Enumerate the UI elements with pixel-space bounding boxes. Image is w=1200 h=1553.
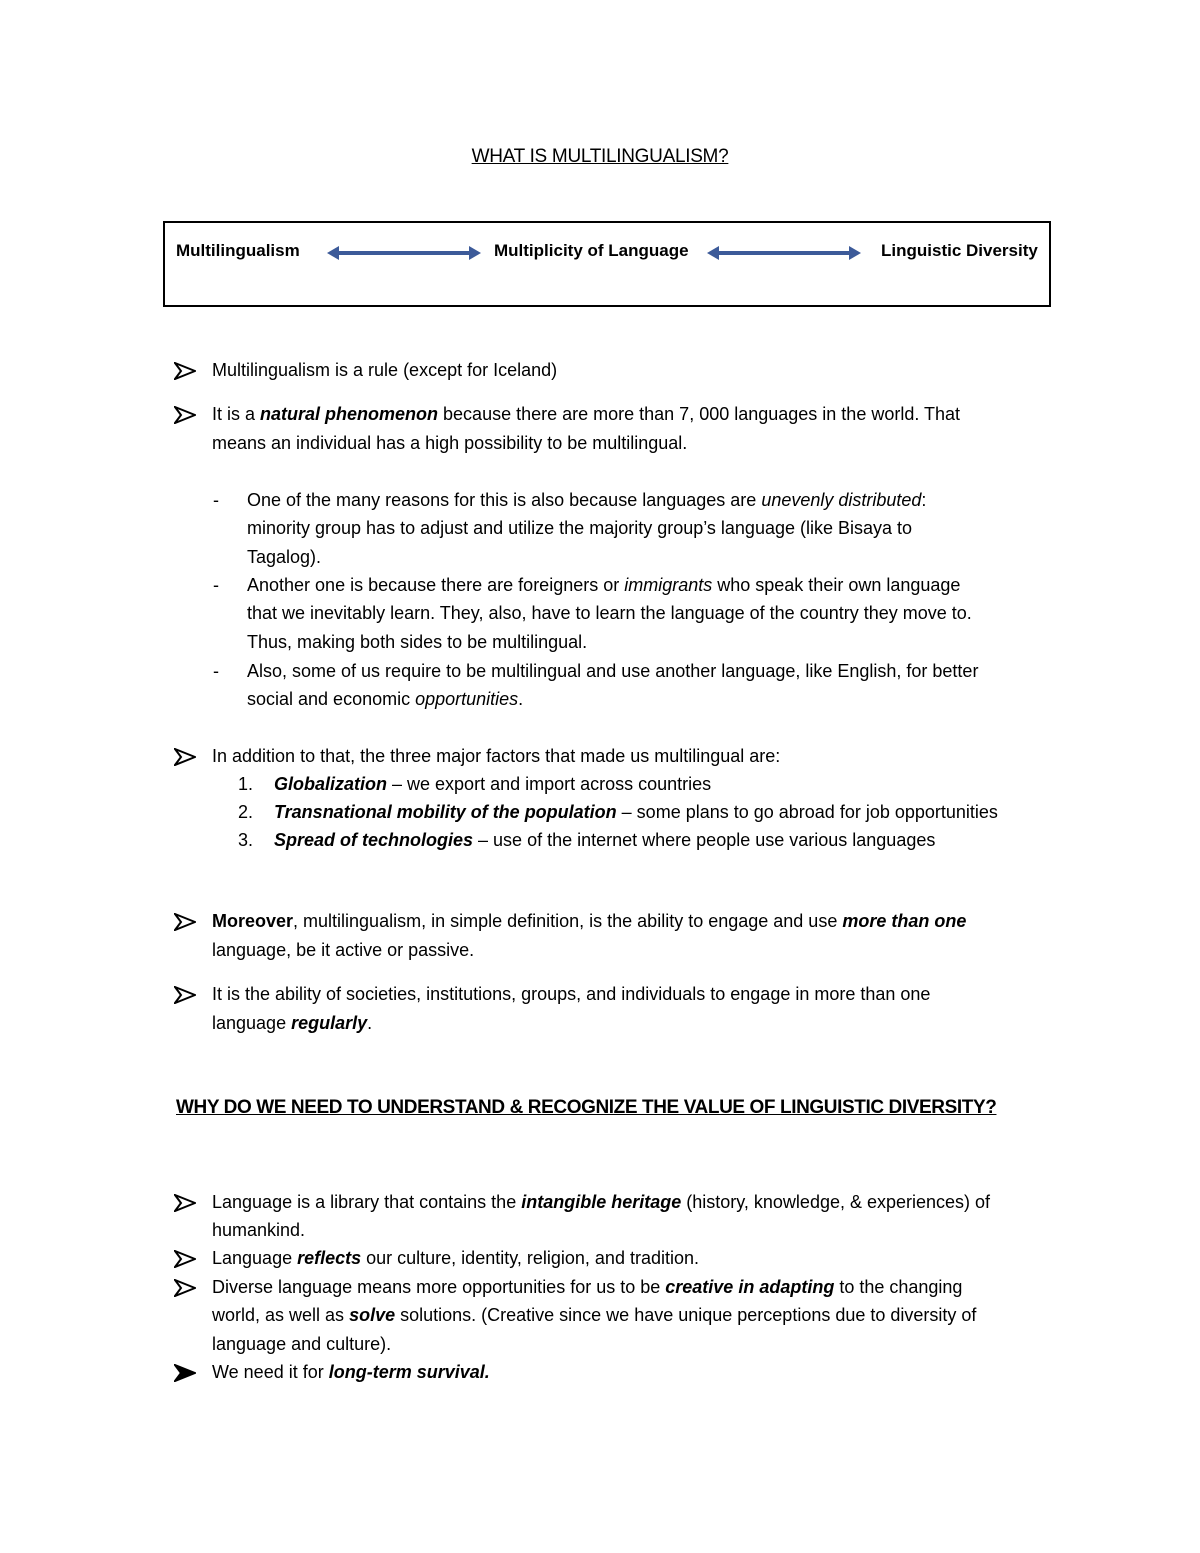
factor-term: Spread of technologies — [274, 830, 474, 850]
arrowhead-bullet-icon — [174, 1364, 196, 1382]
dash-item-text-cont: Thus, making both sides to be multilingual. — [247, 632, 588, 652]
emphasis: reflects — [297, 1248, 362, 1268]
bullet-text: It is a natural phenomenon because there are more than 7, 000 languages in the world. That — [212, 404, 961, 424]
section-heading: WHY DO WE NEED TO UNDERSTAND & RECOGNIZE THE VALUE OF LINGUISTIC DIVERSITY? — [176, 1097, 997, 1118]
diagram-node-linguistic-diversity: Linguistic Diversity — [881, 241, 1038, 260]
bullet-text-cont: language and culture). — [212, 1334, 392, 1354]
bullet-text-cont: world, as well as solve solutions. (Creative since we have unique perceptions due to diversity of — [212, 1305, 977, 1325]
list-number: 2. — [238, 802, 254, 822]
emphasis: unevenly distributed — [761, 490, 922, 510]
dash-item-text: Another one is because there are foreigners or immigrants who speak their own language — [247, 575, 961, 595]
double-arrow-icon — [327, 242, 481, 264]
arrowhead-bullet-icon — [174, 986, 196, 1004]
bullet-text: It is the ability of societies, institutions, groups, and individuals to engage in more than one — [212, 984, 931, 1004]
arrowhead-bullet-icon — [174, 748, 196, 766]
emphasis: creative in adapting — [665, 1277, 835, 1297]
concept-diagram-box — [163, 221, 1051, 307]
bullet-text-cont: means an individual has a high possibility to be multilingual. — [212, 433, 688, 453]
bullet-text: Multilingualism is a rule (except for Iceland) — [212, 360, 558, 380]
dash-item-text-cont: social and economic opportunities. — [247, 689, 524, 709]
dash-item-text-cont: Tagalog). — [247, 547, 322, 567]
factor-item: Spread of technologies – use of the internet where people use various languages — [274, 830, 936, 850]
factor-term: Globalization — [274, 774, 388, 794]
double-arrow-icon — [707, 242, 861, 264]
bullet-text: Moreover, multilingualism, in simple definition, is the ability to engage and use more than one — [212, 911, 967, 931]
dash-item-text-cont: that we inevitably learn. They, also, have to learn the language of the country they move to. — [247, 603, 972, 623]
factor-item: Transnational mobility of the population – some plans to go abroad for job opportunities — [274, 802, 998, 822]
arrowhead-bullet-icon — [174, 1250, 196, 1268]
factor-term: Transnational mobility of the population — [274, 802, 617, 822]
emphasis: long-term survival. — [328, 1362, 490, 1382]
dash-item-text-cont: minority group has to adjust and utilize the majority group’s language (like Bisaya to — [247, 518, 913, 538]
emphasis: regularly — [291, 1013, 368, 1033]
bullet-text-cont: language regularly. — [212, 1013, 373, 1033]
emphasis: immigrants — [624, 575, 713, 595]
factor-item: Globalization – we export and import across countries — [274, 774, 712, 794]
emphasis: natural phenomenon — [260, 404, 439, 424]
dash-item-text: Also, some of us require to be multilingual and use another language, like English, for better — [247, 661, 979, 681]
bullet-text: We need it for long-term survival. — [212, 1362, 490, 1382]
list-number: 1. — [238, 774, 254, 794]
arrowhead-bullet-icon — [174, 406, 196, 424]
emphasis: solve — [349, 1305, 396, 1325]
diagram-node-multiplicity: Multiplicity of Language — [494, 241, 689, 260]
arrowhead-bullet-icon — [174, 362, 196, 380]
bullet-text: Language is a library that contains the intangible heritage (history, knowledge, & experiences) of — [212, 1192, 991, 1212]
bullet-text: Diverse language means more opportunities for us to be creative in adapting to the changing — [212, 1277, 963, 1297]
dash-marker: - — [213, 661, 219, 681]
emphasis: opportunities — [415, 689, 519, 709]
bullet-text-cont: language, be it active or passive. — [212, 940, 475, 960]
arrowhead-bullet-icon — [174, 913, 196, 931]
dash-marker: - — [213, 575, 219, 595]
dash-item-text: One of the many reasons for this is also because languages are unevenly distributed: — [247, 490, 927, 510]
arrowhead-bullet-icon — [174, 1279, 196, 1297]
arrowhead-bullet-icon — [174, 1194, 196, 1212]
dash-marker: - — [213, 490, 219, 510]
page-title: WHAT IS MULTILINGUALISM? — [471, 146, 729, 167]
emphasis: more than one — [842, 911, 967, 931]
bullet-text: In addition to that, the three major factors that made us multilingual are: — [212, 746, 781, 766]
diagram-node-multilingualism: Multilingualism — [176, 241, 300, 260]
list-number: 3. — [238, 830, 254, 850]
bullet-text-cont: humankind. — [212, 1220, 306, 1240]
bullet-text: Language reflects our culture, identity, religion, and tradition. — [212, 1248, 699, 1268]
emphasis: intangible heritage — [521, 1192, 682, 1212]
